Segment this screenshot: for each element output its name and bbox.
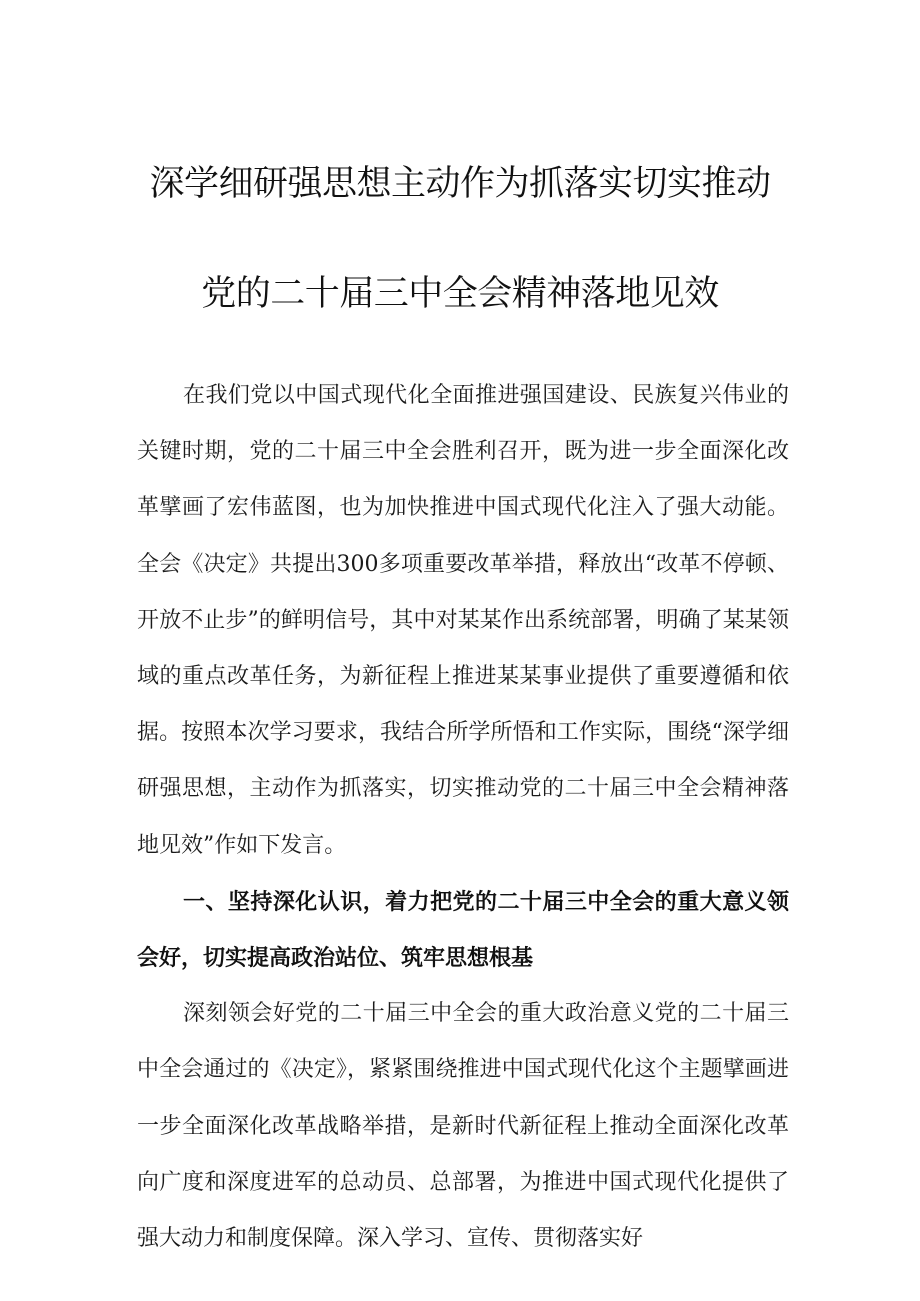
document-title-line-2: 党的二十届三中全会精神落地见效 [201,274,719,314]
section-1-paragraph: 深刻领会好党的二十届三中全会的重大政治意义党的二十届三中全会通过的《决定》，紧紧围绕推进中国式现代化这个主题擘画进一步全面深化改革战略举措，是新时代新征程上推动全面深化改革向广度和深度进军的总动员、总部署，为推进中国式现代化提供了强大动力和制度保障。深入学习、宣传、贯彻落实好 [137,1001,789,1252]
document-body [137,368,789,1267]
document-title-line-1: 深学细研强思想主动作为抓落实切实推动 [149,164,771,204]
intro-paragraph: 在我们党以中国式现代化全面推进强国建设、民族复兴伟业的关键时期，党的二十届三中全会胜利召开，既为进一步全面深化改革擘画了宏伟蓝图，也为加快推进中国式现代化注入了强大动能。全会《决定》共提出300多项重要改革举措，释放出“改革不停顿、开放不止步”的鲜明信号，其中对某某作出系统部署，明确了某某领域的重点改革任务，为新征程上推进某某事业提供了重要遵循和依据。按照本次学习要求，我结合所学所悟和工作实际，围绕“深学细研强思想，主动作为抓落实，切实推动党的二十届三中全会精神落地见效”作如下发言。 [137,383,789,858]
section-heading-1: 一、坚持深化认识，着力把党的二十届三中全会的重大意义领会好，切实提高政治站位、筑牢思想根基 [137,888,789,972]
